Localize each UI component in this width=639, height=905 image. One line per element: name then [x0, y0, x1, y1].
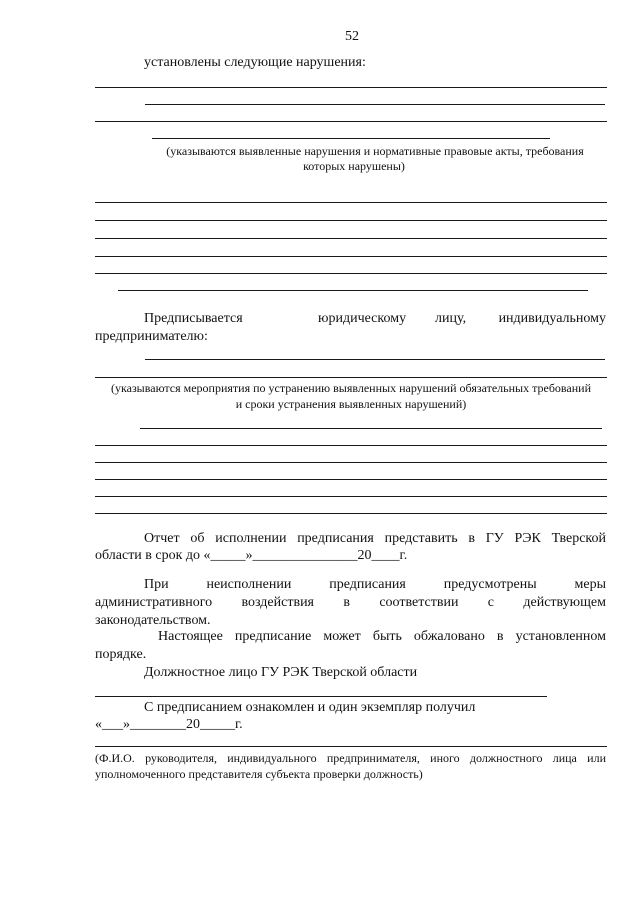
report-line2: области в срок до «_____»_______________20____г.	[95, 548, 408, 563]
official-label: Должностное лицо ГУ РЭК Тверской области	[144, 665, 418, 680]
blank-line	[95, 496, 607, 497]
report-line1: Отчет об исполнении предписания представить в ГУ РЭК Тверской	[144, 531, 606, 546]
blank-line	[95, 238, 607, 239]
prescription-word3: лицу,	[435, 311, 467, 326]
prescription-caption-line2: и сроки устранения выявленных нарушений)	[235, 397, 467, 411]
blank-line	[95, 220, 607, 221]
noncompliance-line1: При неисполнении предписания предусмотрены меры	[144, 577, 606, 592]
noncompliance-line2: административного воздействия в соответствии с действующем	[95, 595, 606, 610]
violations-caption-line1: (указываются выявленные нарушения и нормативные правовые акты, требования	[166, 144, 584, 158]
blank-line	[95, 256, 607, 257]
blank-line	[95, 273, 607, 274]
appeal-line2: порядке.	[95, 647, 147, 662]
acknowledgement-date: «___»________20_____г.	[95, 717, 243, 732]
acknowledgement-line1: С предписанием ознакомлен и один экземпляр получил	[144, 700, 476, 715]
prescription-word1: Предписывается	[144, 311, 243, 326]
blank-line	[95, 87, 607, 88]
acknowledgement-caption-line2: уполномоченного представителя субъекта проверки должность)	[95, 767, 423, 781]
blank-line	[95, 462, 607, 463]
blank-line	[95, 377, 607, 378]
prescription-word4: индивидуальному	[498, 311, 606, 326]
prescription-word2: юридическому	[318, 311, 407, 326]
blank-line	[145, 104, 605, 105]
blank-line	[118, 290, 588, 291]
noncompliance-line3: законодательством.	[95, 613, 211, 628]
prescription-line2: предпринимателю:	[95, 329, 208, 344]
violations-heading: установлены следующие нарушения:	[144, 55, 366, 70]
blank-line	[152, 138, 550, 139]
blank-line	[95, 479, 607, 480]
blank-line	[140, 428, 602, 429]
page-number: 52	[345, 29, 359, 44]
blank-line	[145, 359, 605, 360]
blank-line	[95, 202, 607, 203]
blank-line	[95, 513, 607, 514]
signature-line	[95, 696, 547, 697]
acknowledgement-caption-line1: (Ф.И.О. руководителя, индивидуального предпринимателя, иного должностного лица или	[95, 751, 606, 765]
appeal-line1: Настоящее предписание может быть обжаловано в установленном	[158, 629, 606, 644]
blank-line	[95, 445, 607, 446]
prescription-caption-line1: (указываются мероприятия по устранению выявленных нарушений обязательных требований	[110, 381, 592, 395]
violations-caption-line2: которых нарушены)	[303, 159, 405, 173]
blank-line	[95, 121, 607, 122]
signature-line	[95, 746, 607, 747]
